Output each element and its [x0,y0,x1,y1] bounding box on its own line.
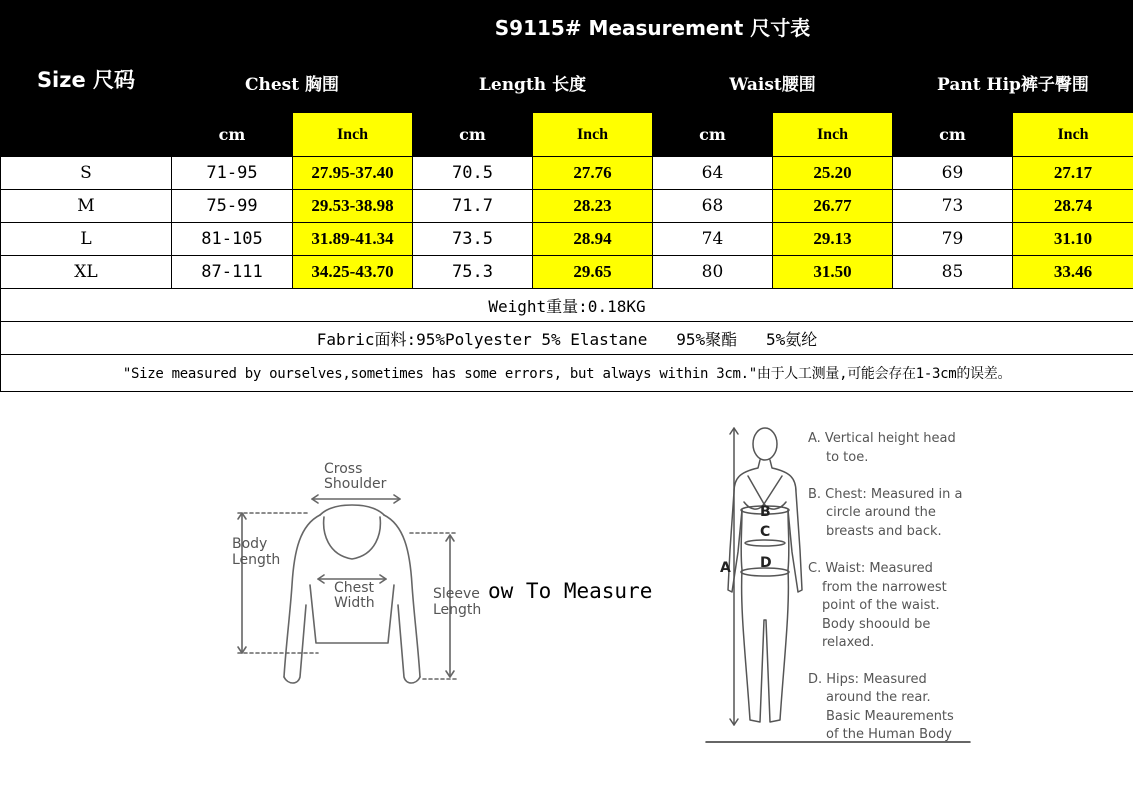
unit-cm: cm [413,113,533,157]
waist-cm-cell: 74 [653,223,773,256]
sleeve-label-1: Sleeve [433,586,480,602]
unit-cm: cm [893,113,1013,157]
length-inch-cell: 28.23 [533,190,653,223]
marker-d: D [760,555,772,571]
note-a-line-1: A. Vertical height head [808,431,956,446]
length-inch-cell: 27.76 [533,157,653,190]
waist-inch-cell: 26.77 [773,190,893,223]
note-c-line-2: from the narrowest [822,580,947,595]
length-cm-cell: 70.5 [413,157,533,190]
note-b-line-2: circle around the [826,505,936,520]
table-row [1,256,1133,289]
unit-inch: Inch [773,113,893,157]
group-pant-hip: Pant Hip裤子臀围 [893,53,1133,113]
note-d-line-4: of the Human Body [826,727,952,742]
table-row [1,157,1133,190]
hip-cm-cell: 73 [893,190,1013,223]
waist-cm-cell: 68 [653,190,773,223]
garment-illustration [228,455,493,690]
size-cell: L [1,223,172,256]
hip-inch-cell: 31.10 [1013,223,1133,256]
sleeve-length-label-2: Length [433,602,482,618]
unit-inch: Inch [1013,113,1133,157]
marker-c: C [760,524,771,540]
table-title: S9115# Measurement 尺寸表 [172,1,1133,53]
chest-cm-cell: 87-111 [172,256,293,289]
group-length: Length 长度 [413,53,653,113]
waist-cm-cell: 64 [653,157,773,190]
unit-cm: cm [172,113,293,157]
chest-inch-cell: 31.89-41.34 [293,223,413,256]
unit-inch: Inch [533,113,653,157]
length-cm-cell: 75.3 [413,256,533,289]
chest-inch-cell: 29.53-38.98 [293,190,413,223]
shoulder-label-2: Shoulder [324,476,387,492]
group-waist: Waist腰围 [653,53,893,113]
hip-inch-cell: 33.46 [1013,256,1133,289]
hip-cm-cell: 79 [893,223,1013,256]
cross-label-1: Cross [324,461,363,477]
note-a-line-2: to toe. [826,450,869,465]
group-chest: Chest 胸围 [172,53,413,113]
size-chart-table [0,0,1133,392]
body-figure-illustration [700,420,980,750]
chest-cm-cell: 81-105 [172,223,293,256]
table-row [1,190,1133,223]
marker-a: A [720,560,731,576]
note-c-line-3: point of the waist. [822,598,940,613]
body-label-1: Body [232,536,268,552]
marker-b: B [760,504,771,520]
size-cell: S [1,157,172,190]
note-d-line-1: D. Hips: Measured [808,672,927,687]
hip-cm-cell: 69 [893,157,1013,190]
hip-inch-cell: 27.17 [1013,157,1133,190]
hip-cm-cell: 85 [893,256,1013,289]
chest-label-1: Chest [334,580,375,596]
chest-inch-cell: 27.95-37.40 [293,157,413,190]
width-label-2: Width [334,595,375,611]
how-to-measure-title: ow To Measure [488,579,653,603]
weight-row: Weight重量:0.18KG [1,289,1133,322]
waist-inch-cell: 25.20 [773,157,893,190]
waist-inch-cell: 31.50 [773,256,893,289]
note-b-line-3: breasts and back. [826,524,942,539]
chest-cm-cell: 75-99 [172,190,293,223]
waist-inch-cell: 29.13 [773,223,893,256]
waist-cm-cell: 80 [653,256,773,289]
fabric-row: Fabric面料:95%Polyester 5% Elastane 95%聚酯 5%氨纶 [1,322,1133,355]
length-cm-cell: 71.7 [413,190,533,223]
chest-cm-cell: 71-95 [172,157,293,190]
length-inch-cell: 29.65 [533,256,653,289]
length-cm-cell: 73.5 [413,223,533,256]
note-b-line-1: B. Chest: Measured in a [808,487,963,502]
length-label-2: Length [232,552,281,568]
note-c-line-1: C. Waist: Measured [808,561,933,576]
size-cell: M [1,190,172,223]
size-header: Size 尺码 [1,1,172,157]
note-d-line-2: around the rear. [826,690,931,705]
chest-inch-cell: 34.25-43.70 [293,256,413,289]
unit-cm: cm [653,113,773,157]
size-cell: XL [1,256,172,289]
measurement-note: "Size measured by ourselves,sometimes has some errors, but always within 3cm."由于人工测量,可能会存在1-3cm的误差。 [1,355,1133,392]
hip-inch-cell: 28.74 [1013,190,1133,223]
note-d-line-3: Basic Meaurements [826,709,954,724]
unit-inch: Inch [293,113,413,157]
length-inch-cell: 28.94 [533,223,653,256]
table-row [1,223,1133,256]
note-c-line-4: Body shoould be [822,617,931,632]
note-c-line-5: relaxed. [822,635,875,650]
